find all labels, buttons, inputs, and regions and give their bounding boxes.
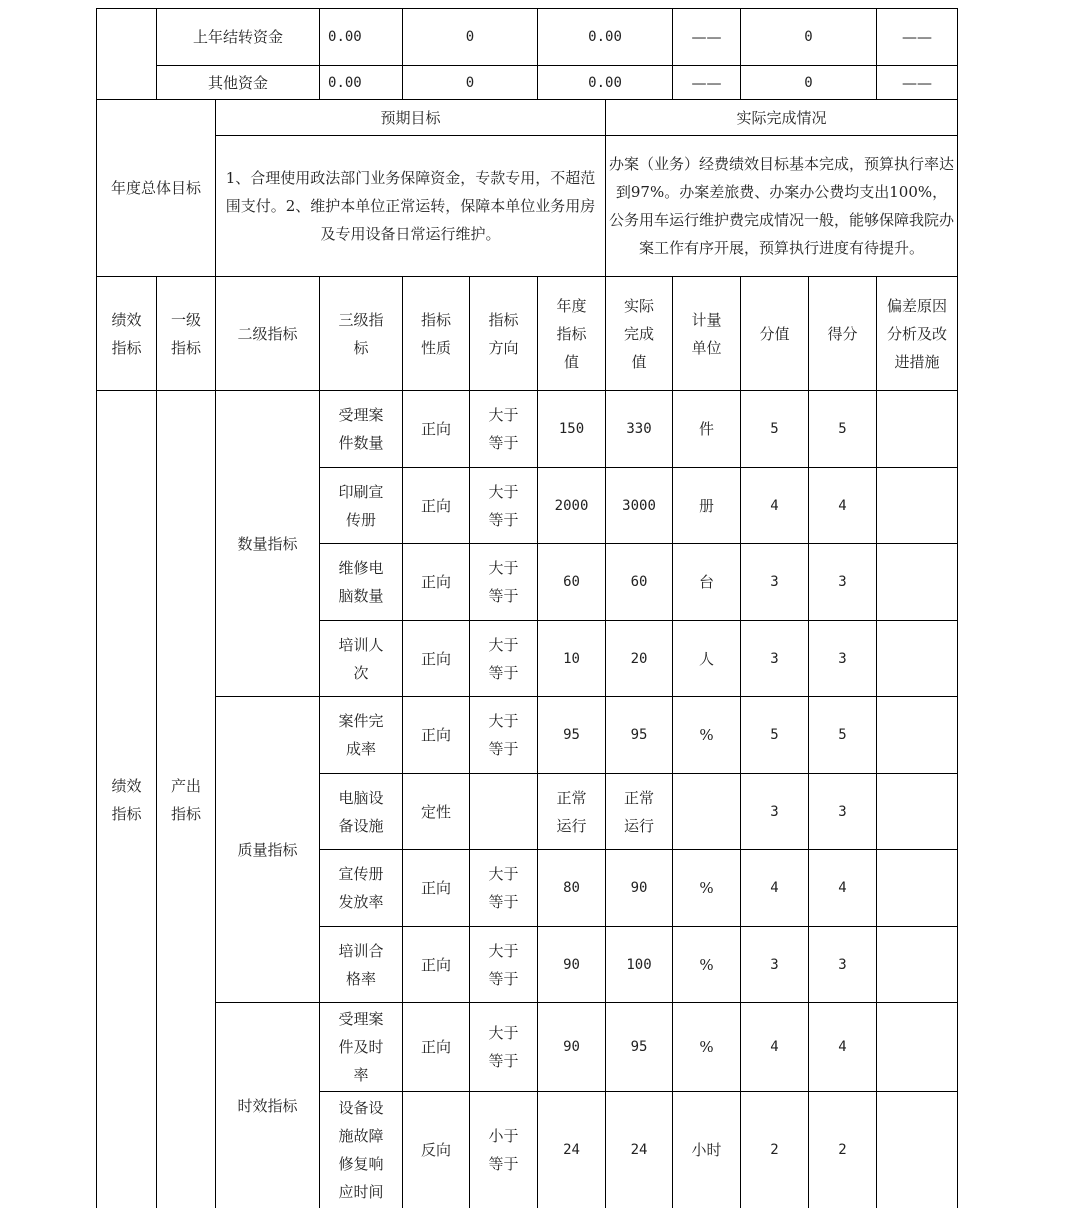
indicator-nature: 反向: [403, 1092, 470, 1209]
indicator-unit: 人: [673, 621, 741, 697]
indicator-value: 5: [741, 697, 809, 774]
column-header-row: [97, 277, 958, 391]
header-perf: 绩效指标: [97, 277, 157, 391]
indicator-actual: 3000: [606, 468, 673, 544]
indicator-note: [877, 774, 958, 850]
indicator-nature: 正向: [403, 391, 470, 468]
indicator-actual: 95: [606, 1003, 673, 1092]
indicator-direction: 大于等于: [470, 697, 538, 774]
fund-row: [97, 9, 958, 66]
level2-label: 数量指标: [216, 391, 320, 697]
header-level3: 三级指标: [320, 277, 403, 391]
indicator-note: [877, 621, 958, 697]
indicator-name: 案件完成率: [320, 697, 403, 774]
header-actual: 实际完成值: [606, 277, 673, 391]
fund-value: 0: [403, 66, 538, 100]
indicator-annual: 95: [538, 697, 606, 774]
indicator-annual: 60: [538, 544, 606, 621]
fund-value: ——: [877, 66, 958, 100]
header-level1: 一级指标: [157, 277, 216, 391]
indicator-note: [877, 468, 958, 544]
indicator-value: 4: [741, 468, 809, 544]
indicator-nature: 正向: [403, 850, 470, 927]
indicator-direction: 大于等于: [470, 927, 538, 1003]
indicator-note: [877, 927, 958, 1003]
fund-blank-cell: [97, 9, 157, 100]
goal-label: 年度总体目标: [97, 100, 216, 277]
indicator-name: 培训人次: [320, 621, 403, 697]
goal-text-row: [97, 136, 958, 277]
indicator-unit: %: [673, 927, 741, 1003]
indicator-direction: [470, 774, 538, 850]
expected-goal-text: 1、合理使用政法部门业务保障资金，专款专用，不超范围支付。2、维护本单位正常运转，保障本单位业务用房及专用设备日常运行维护。: [216, 136, 606, 277]
indicator-name: 宣传册发放率: [320, 850, 403, 927]
indicator-name: 印刷宣传册: [320, 468, 403, 544]
indicator-direction: 大于等于: [470, 850, 538, 927]
indicator-direction: 大于等于: [470, 391, 538, 468]
goal-header-row: [97, 100, 958, 136]
indicator-annual: 正常运行: [538, 774, 606, 850]
indicator-value: 5: [741, 391, 809, 468]
header-annual: 年度指标值: [538, 277, 606, 391]
indicator-note: [877, 1092, 958, 1209]
level2-label: 时效指标: [216, 1003, 320, 1209]
indicator-nature: 正向: [403, 621, 470, 697]
indicator-value: 3: [741, 927, 809, 1003]
indicator-score: 5: [809, 391, 877, 468]
indicator-name: 受理案件数量: [320, 391, 403, 468]
indicator-unit: %: [673, 697, 741, 774]
indicator-actual: 正常运行: [606, 774, 673, 850]
indicator-row: [97, 697, 958, 774]
fund-row: [97, 66, 958, 100]
header-unit: 计量单位: [673, 277, 741, 391]
level1-label: 产出指标: [157, 391, 216, 1209]
indicator-unit: 册: [673, 468, 741, 544]
header-level2: 二级指标: [216, 277, 320, 391]
indicator-score: 3: [809, 544, 877, 621]
indicator-score: 2: [809, 1092, 877, 1209]
fund-value: 0.00: [538, 66, 673, 100]
indicator-nature: 正向: [403, 1003, 470, 1092]
actual-goal-header: 实际完成情况: [606, 100, 958, 136]
header-direction: 指标方向: [470, 277, 538, 391]
indicator-note: [877, 697, 958, 774]
indicator-value: 3: [741, 621, 809, 697]
fund-label: 上年结转资金: [157, 9, 320, 66]
indicator-actual: 90: [606, 850, 673, 927]
fund-value: 0: [741, 66, 877, 100]
header-deviation: 偏差原因分析及改进措施: [877, 277, 958, 391]
indicator-score: 4: [809, 468, 877, 544]
indicator-unit: [673, 774, 741, 850]
header-score: 得分: [809, 277, 877, 391]
indicator-direction: 大于等于: [470, 544, 538, 621]
header-score-value: 分值: [741, 277, 809, 391]
indicator-value: 3: [741, 774, 809, 850]
indicator-actual: 100: [606, 927, 673, 1003]
indicator-note: [877, 544, 958, 621]
indicator-row: [97, 1003, 958, 1092]
indicator-value: 4: [741, 850, 809, 927]
indicator-actual: 330: [606, 391, 673, 468]
indicator-actual: 60: [606, 544, 673, 621]
indicator-annual: 90: [538, 1003, 606, 1092]
indicator-annual: 90: [538, 927, 606, 1003]
indicator-name: 受理案件及时率: [320, 1003, 403, 1092]
indicator-name: 维修电脑数量: [320, 544, 403, 621]
indicator-score: 3: [809, 927, 877, 1003]
fund-label: 其他资金: [157, 66, 320, 100]
indicator-direction: 大于等于: [470, 621, 538, 697]
indicator-nature: 正向: [403, 468, 470, 544]
performance-table: [96, 8, 958, 1208]
indicator-note: [877, 1003, 958, 1092]
fund-value: 0.00: [320, 9, 403, 66]
fund-value: ——: [877, 9, 958, 66]
indicator-annual: 80: [538, 850, 606, 927]
indicator-actual: 95: [606, 697, 673, 774]
indicator-annual: 24: [538, 1092, 606, 1209]
indicator-score: 5: [809, 697, 877, 774]
indicator-score: 4: [809, 1003, 877, 1092]
level2-label: 质量指标: [216, 697, 320, 1003]
indicator-annual: 2000: [538, 468, 606, 544]
indicator-note: [877, 391, 958, 468]
fund-value: 0.00: [538, 9, 673, 66]
indicator-nature: 定性: [403, 774, 470, 850]
header-nature: 指标性质: [403, 277, 470, 391]
indicator-unit: %: [673, 850, 741, 927]
fund-value: 0.00: [320, 66, 403, 100]
indicator-value: 3: [741, 544, 809, 621]
indicator-direction: 小于等于: [470, 1092, 538, 1209]
indicator-name: 培训合格率: [320, 927, 403, 1003]
indicator-annual: 150: [538, 391, 606, 468]
indicator-nature: 正向: [403, 697, 470, 774]
indicator-actual: 20: [606, 621, 673, 697]
indicator-name: 电脑设备设施: [320, 774, 403, 850]
fund-value: ——: [673, 66, 741, 100]
indicator-nature: 正向: [403, 927, 470, 1003]
fund-value: ——: [673, 9, 741, 66]
indicator-unit: 小时: [673, 1092, 741, 1209]
indicator-name: 设备设施故障修复响应时间: [320, 1092, 403, 1209]
indicator-row: [97, 391, 958, 468]
indicator-score: 3: [809, 774, 877, 850]
indicator-actual: 24: [606, 1092, 673, 1209]
indicator-nature: 正向: [403, 544, 470, 621]
indicator-direction: 大于等于: [470, 468, 538, 544]
expected-goal-header: 预期目标: [216, 100, 606, 136]
perf-label: 绩效指标: [97, 391, 157, 1209]
fund-value: 0: [741, 9, 877, 66]
indicator-annual: 10: [538, 621, 606, 697]
indicator-value: 4: [741, 1003, 809, 1092]
indicator-unit: %: [673, 1003, 741, 1092]
indicator-note: [877, 850, 958, 927]
indicator-value: 2: [741, 1092, 809, 1209]
indicator-unit: 台: [673, 544, 741, 621]
indicator-direction: 大于等于: [470, 1003, 538, 1092]
indicator-score: 4: [809, 850, 877, 927]
indicator-unit: 件: [673, 391, 741, 468]
indicator-score: 3: [809, 621, 877, 697]
actual-goal-text: 办案（业务）经费绩效目标基本完成，预算执行率达到97%。办案差旅费、办案办公费均支出100%，公务用车运行维护费完成情况一般，能够保障我院办案工作有序开展，预算执行进度有待提升。: [606, 136, 958, 277]
fund-value: 0: [403, 9, 538, 66]
